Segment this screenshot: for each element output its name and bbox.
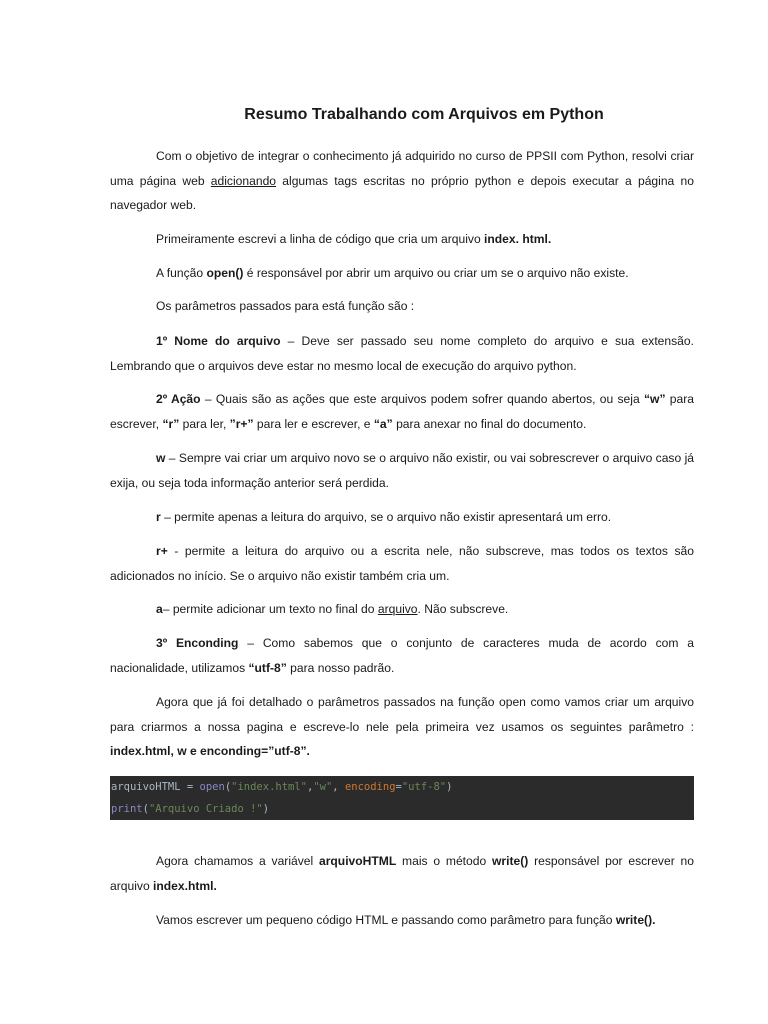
- bold-text: r+: [156, 544, 168, 558]
- text: Primeiramente escrevi a linha de código que cria um arquivo: [156, 232, 485, 246]
- paragraph-agora: [110, 690, 694, 764]
- text: – Como sabemos que o conjunto de caracteres muda de acordo com a nacionalidade, utilizamos: [110, 636, 694, 675]
- bold-text: a: [156, 602, 163, 616]
- paragraph-params: Os parâmetros passados para está função são :: [156, 299, 415, 313]
- bold-text: index. html.: [484, 232, 552, 246]
- bold-text: “w”: [643, 392, 666, 406]
- code-token: ): [446, 781, 453, 793]
- code-token: "index.html": [231, 781, 307, 793]
- paragraph-nome: [110, 329, 694, 378]
- code-token: ,: [307, 781, 314, 793]
- code-token: ): [262, 803, 270, 815]
- paragraph-intro: [110, 144, 694, 218]
- underlined-text: arquivo: [377, 602, 418, 616]
- paragraph-w: [110, 446, 694, 495]
- bold-text: “r”: [162, 416, 180, 431]
- paragraph-acao: [110, 387, 694, 436]
- code-line-2: [110, 798, 694, 820]
- code-token: arquivoHTML =: [111, 781, 200, 793]
- text: responsável por escrever no arquivo: [110, 854, 694, 893]
- paragraph-rplus: [110, 539, 694, 588]
- text: – Deve ser passado seu nome completo do arquivo e sua extensão. Lembrando que o arquivos deve estar no mesmo local de execução do arquivo python.: [110, 334, 694, 373]
- bold-text: 1º Nome do arquivo: [156, 334, 281, 348]
- code-token: "w": [313, 781, 333, 793]
- text: . Não subscreve.: [417, 602, 509, 616]
- text: Com o objetivo de integrar o conhecimento já adquirido no curso de PPSII com Python, resolvi criar uma página web: [110, 149, 694, 188]
- bold-text: ”r+”: [229, 416, 254, 431]
- paragraph-r: [110, 505, 694, 530]
- text: para nosso padrão.: [286, 660, 395, 675]
- text: A função: [156, 266, 207, 280]
- code-line-1: [110, 776, 694, 798]
- text: Agora que já foi detalhado o parâmetros passados na função open como vamos criar um arquivo para criarmos a nossa pagina e escreve-lo nele pela primeira vez usamos os seguintes parâmetro :: [110, 695, 694, 734]
- bold-text: 2º Ação: [156, 392, 201, 406]
- bold-text: arquivoHTML: [318, 854, 397, 868]
- text: – Quais são as ações que este arquivos podem sofrer quando abertos, ou seja: [200, 392, 644, 406]
- code-token: open: [199, 781, 225, 793]
- text: é responsável por abrir um arquivo ou criar um se o arquivo não existe.: [243, 266, 629, 280]
- bold-text: r: [156, 510, 161, 524]
- code-token: print: [111, 803, 143, 815]
- bold-text: “utf-8”: [248, 660, 287, 675]
- paragraph-encoding: [110, 631, 694, 680]
- paragraph-write: [110, 849, 694, 898]
- paragraph-html: [110, 908, 694, 933]
- text: para anexar no final do documento.: [392, 416, 587, 431]
- text: algumas tags escritas no próprio python e depois executar a página no navegador web.: [110, 173, 694, 212]
- code-token: "utf-8": [401, 781, 447, 793]
- text: - permite a leitura do arquivo ou a escrita nele, não subscreve, mas todos os textos são adicionados no início. Se o arquivo não existir também cria um.: [110, 544, 694, 583]
- text: – permite apenas a leitura do arquivo, se o arquivo não existir apresentará um erro.: [160, 510, 612, 524]
- code-token: (: [142, 803, 149, 815]
- text: para ler,: [179, 416, 230, 431]
- text: – Sempre vai criar um arquivo novo se o arquivo não existir, ou vai sobrescrever o arquivo caso já exija, ou seja toda informação anterior será perdida.: [110, 451, 694, 490]
- underlined-text: adicionando: [210, 173, 277, 188]
- paragraph-open: [110, 261, 694, 286]
- bold-text: w: [156, 451, 166, 465]
- text: Agora chamamos a variável: [156, 854, 319, 868]
- text: para ler e escrever, e: [253, 416, 374, 431]
- text: – permite adicionar um texto no final do: [162, 602, 378, 616]
- code-token: =: [395, 781, 402, 793]
- bold-text: index.html.: [153, 878, 217, 893]
- code-token: "Arquivo Criado !": [148, 803, 263, 815]
- bold-text: write(): [492, 854, 529, 868]
- paragraph-index: [110, 227, 694, 252]
- bold-text: index.html, w e enconding=”utf-8”.: [110, 744, 310, 758]
- page-title: Resumo Trabalhando com Arquivos em Python: [244, 106, 604, 123]
- text: para escrever,: [110, 392, 694, 431]
- bold-text: “a”: [373, 416, 393, 431]
- code-block: [110, 776, 694, 820]
- code-token: (: [224, 781, 232, 793]
- bold-text: 3º Enconding: [156, 636, 239, 650]
- text: mais o método: [396, 854, 493, 868]
- bold-text: open(): [206, 266, 244, 280]
- code-token: encoding: [344, 781, 396, 793]
- code-token: ,: [332, 781, 345, 793]
- bold-text: write().: [615, 913, 656, 927]
- text: Vamos escrever um pequeno código HTML e passando como parâmetro para função: [156, 913, 616, 927]
- paragraph-a: [110, 597, 694, 622]
